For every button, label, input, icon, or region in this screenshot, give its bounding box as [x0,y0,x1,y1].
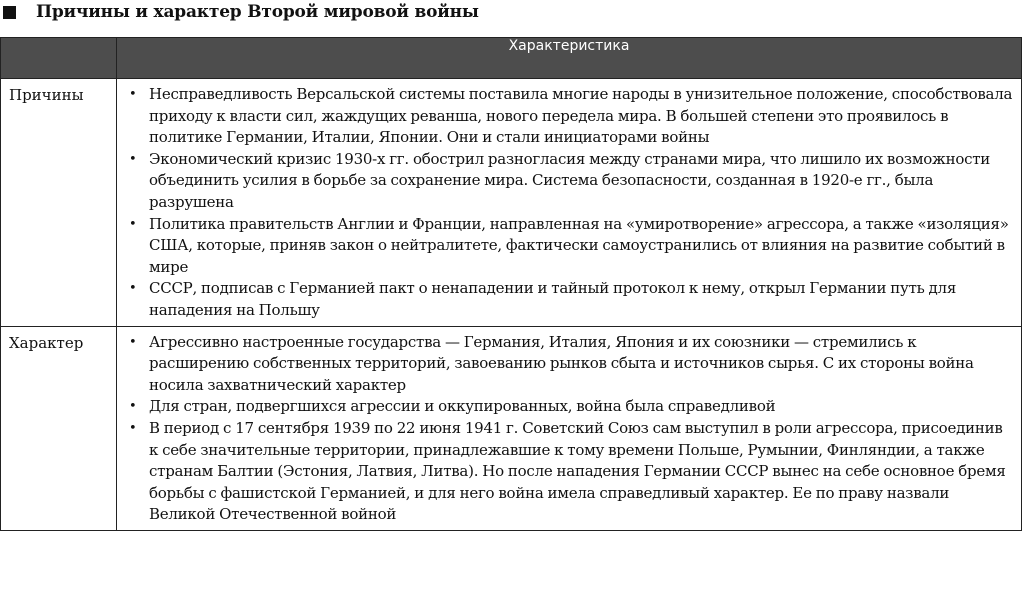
bullet-icon: • [129,420,137,436]
list-item: • Агрессивно настроенные государства — Германия, Италия, Япония и их союзники — стремились к расширению собственных территорий, завоеванию рынков сбыта и источников сырья. С их стороны война носила захватнический характер [129,332,974,394]
page-title: Причины и характер Второй мировой войны [36,2,479,22]
table-row-causes [1,79,1022,327]
bullet-icon: • [129,281,137,297]
list-item: • В период с 17 сентября 1939 по 22 июня 1941 г. Советский Союз сам выступил в роли агрессора, присоединив к себе значительные территории, принадлежавшие к тому времени Польше, Румынии, Финляндии, а также странам Балтии (Эстония, Латвия, Литва). Но после нападения Германии СССР вынес на себе основное бремя борьбы с фашистской Германией, и для него война имела справедливый характер. Ее по праву назвали Великой Отечественной войной [129,418,1006,524]
row-body-causes [117,79,1022,327]
table-header-row [1,38,1022,79]
section-heading [0,0,479,24]
bullet-icon: • [129,334,137,350]
row-body-character [117,326,1022,530]
characteristics-table [0,37,1022,531]
list-item: • Экономический кризис 1930-х гг. обострил разногласия между странами мира, что лишило их возможности объединить усилия в борьбе за сохранение мира. Система безопасности, созданная в 1920-е гг., была разрушена [129,149,991,211]
column-header: Характеристика [117,38,1022,79]
list-item: • Политика правительств Англии и Франции, направленная на «умиротворение» агрессора, а также «изоляция» США, которые, приняв закон о нейтралитете, фактически самоустранились от влияния на развитие событий в мире [129,214,1009,276]
bullet-icon: • [129,87,137,102]
row-label-causes: Причины [1,79,117,327]
list-item: • Несправедливость Версальской системы поставила многие народы в унизительное положение, способствовала приходу к власти сил, жаждущих реванша, нового передела мира. В большей степени это проявилось в политике Германии, Италии, Японии. Они и стали инициаторами войны [129,85,1013,147]
heading-square-icon [3,6,16,19]
list-item: • Для стран, подвергшихся агрессии и оккупированных, война была справедливой [123,396,1015,418]
row-label-character: Характер [1,326,117,530]
list-item: • СССР, подписав с Германией пакт о ненападении и тайный протокол к нему, открыл Германии путь для нападения на Польшу [129,279,957,319]
bullet-icon: • [129,399,137,415]
table-row-character [1,326,1022,530]
bullet-icon: • [129,151,137,167]
header-corner-cell [1,38,117,79]
character-list [123,332,1015,526]
causes-list [123,84,1015,322]
bullet-icon: • [129,216,137,232]
